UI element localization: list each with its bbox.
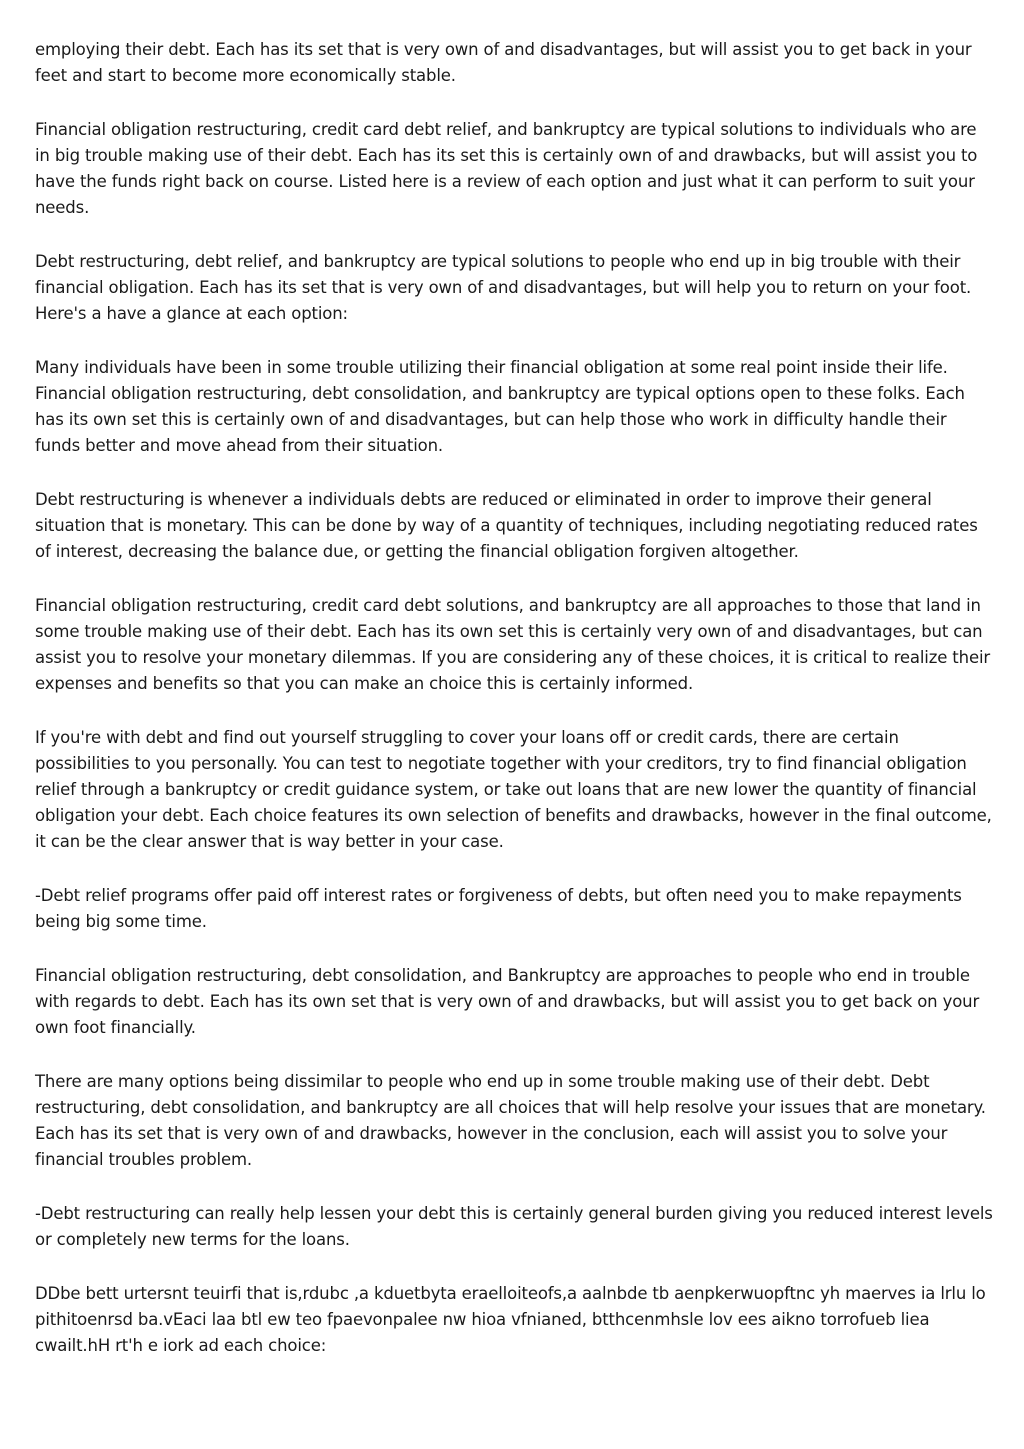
document-body (35, 37, 995, 1387)
paragraph-6: Financial obligation restructuring, credit card debt solutions, and bankruptcy are all approaches to those that land in some trouble making use of their debt. Each has its own set this is certainly very own of and disadvantages, but can assist you to resolve your monetary dilemmas. If you are considering any of these choices, it is critical to realize their expenses and benefits so that you can make an choice this is certainly informed. (35, 596, 991, 693)
paragraph-4: Many individuals have been in some trouble utilizing their financial obligation at some real point inside their life. Financial obligation restructuring, debt consolidation, and bankruptcy are typical options open to these folks. Each has its own set this is certainly own of and disadvantages, but can help those who work in difficulty handle their funds better and move ahead from their situation. (35, 358, 965, 455)
paragraph-12: DDbe bett urtersnt teuirfi that is,rdubc ,a kduetbyta eraelloiteofs,a aalnbde tb aenpkerwuopftnc yh maerves ia lrlu lo pithitoenrsd ba.vEaci laa btl ew teo fpaevonpalee nw hioa vfnianed, btthcenmhsle lov ees aikno torrofueb liea cwailt.hH rt'h e iork ad each choice: (35, 1284, 986, 1355)
paragraph-1: employing their debt. Each has its set that is very own of and disadvantages, but will assist you to get back in your feet and start to become more economically stable. (35, 40, 972, 85)
paragraph-7: If you're with debt and find out yourself struggling to cover your loans off or credit cards, there are certain possibilities to you personally. You can test to negotiate together with your creditors, try to find financial obligation relief through a bankruptcy or credit guidance system, or take out loans that are new lower the quantity of financial obligation your debt. Each choice features its own selection of benefits and drawbacks, however in the final outcome, it can be the clear answer that is way better in your case. (35, 728, 992, 851)
paragraph-10: There are many options being dissimilar to people who end up in some trouble making use of their debt. Debt restructuring, debt consolidation, and bankruptcy are all choices that will help resolve your issues that are monetary. Each has its set that is very own of and drawbacks, however in the conclusion, each will assist you to solve your financial troubles problem. (35, 1072, 986, 1169)
paragraph-3: Debt restructuring, debt relief, and bankruptcy are typical solutions to people who end up in big trouble with their financial obligation. Each has its set that is very own of and disadvantages, but will help you to return on your foot. Here's a have a glance at each option: (35, 252, 972, 323)
paragraph-2: Financial obligation restructuring, credit card debt relief, and bankruptcy are typical solutions to individuals who are in big trouble making use of their debt. Each has its set this is certainly own of and drawbacks, but will assist you to have the funds right back on course. Listed here is a review of each option and just what it can perform to suit your needs. (35, 120, 978, 217)
paragraph-9: Financial obligation restructuring, debt consolidation, and Bankruptcy are approaches to people who end in trouble with regards to debt. Each has its own set that is very own of and drawbacks, but will assist you to get back on your own foot financially. (35, 966, 980, 1037)
paragraph-11: -Debt restructuring can really help lessen your debt this is certainly general burden giving you reduced interest levels or completely new terms for the loans. (35, 1204, 993, 1249)
paragraph-5: Debt restructuring is whenever a individuals debts are reduced or eliminated in order to improve their general situation that is monetary. This can be done by way of a quantity of techniques, including negotiating reduced rates of interest, decreasing the balance due, or getting the financial obligation forgiven altogether. (35, 490, 978, 561)
paragraph-8: -Debt relief programs offer paid off interest rates or forgiveness of debts, but often need you to make repayments being big some time. (35, 886, 962, 931)
